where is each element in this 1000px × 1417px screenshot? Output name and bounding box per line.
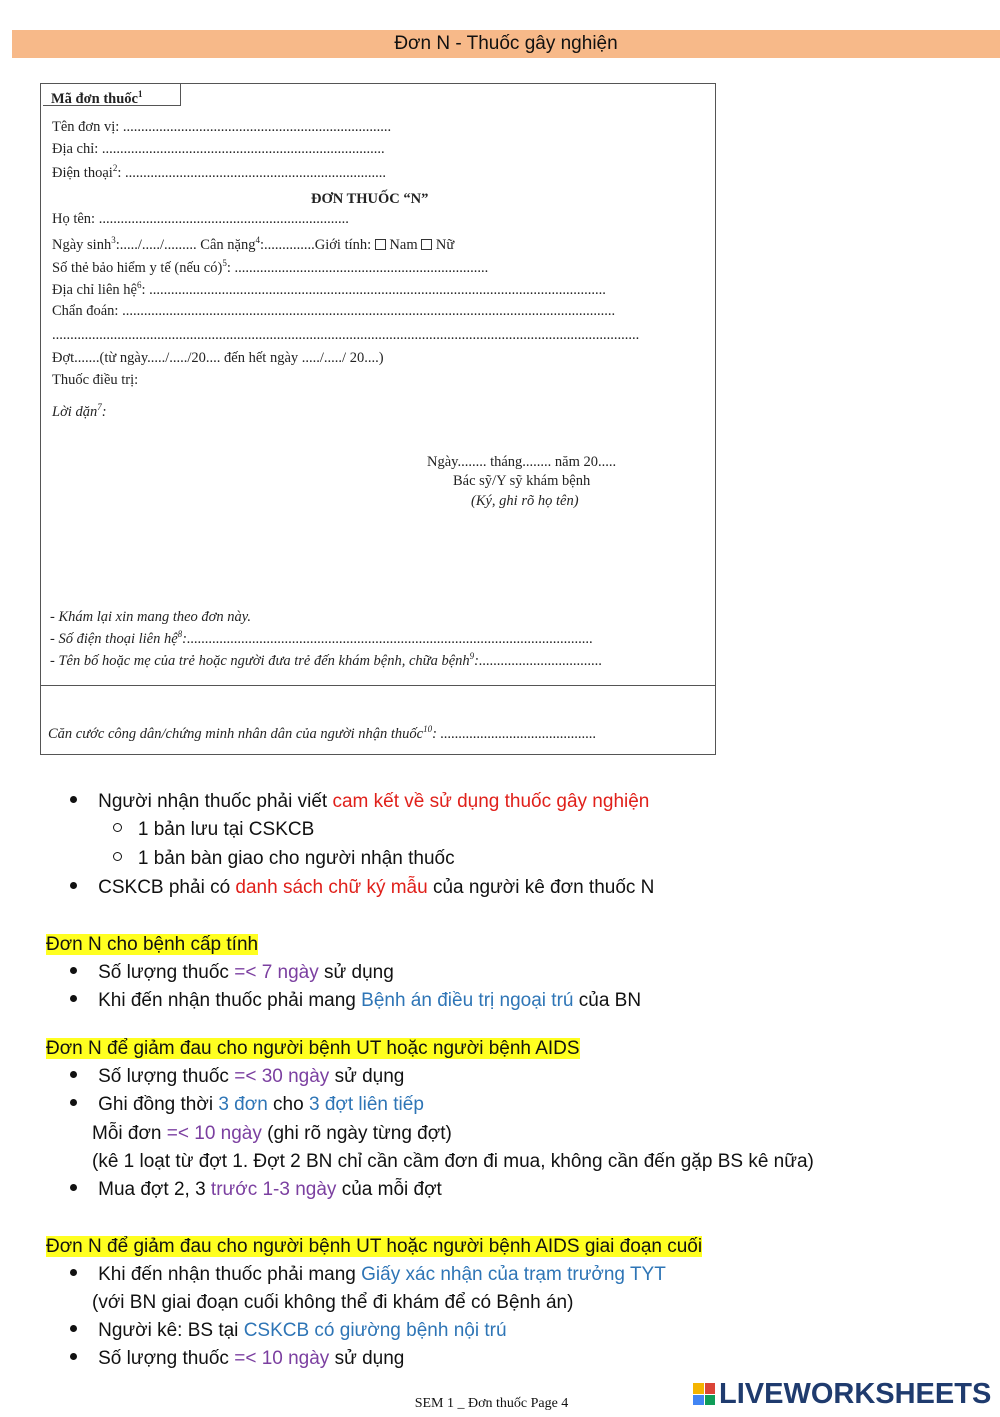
bullet-icon (70, 995, 77, 1002)
section-heading: Đơn N để giảm đau cho người bệnh UT hoặc người bệnh AIDS giai đoạn cuối (46, 1236, 703, 1257)
list-item: 1 bản lưu tại CSKCB (113, 817, 314, 843)
treatment-label: Thuốc điều trị: (52, 372, 139, 388)
list-item: Số lượng thuốc =< 7 ngày sử dụng (70, 960, 394, 986)
period-line: Đợt.......(từ ngày...../...../20.... đến hết ngày ...../...../ 20....) (52, 350, 384, 366)
form-divider (41, 685, 715, 686)
unit-name-line: Tên đơn vị: .......................................................................... (52, 119, 392, 135)
diagnosis-line: Chẩn đoán: ........................................................................................................................................ (52, 303, 616, 319)
sub-bullet-icon (113, 852, 122, 861)
female-checkbox (421, 239, 432, 250)
brand-name: LIVEWORKSHEETS (719, 1377, 992, 1410)
bullet-icon (70, 1325, 77, 1332)
signature-label: (Ký, ghi rõ họ tên) (471, 493, 579, 509)
name-line: Họ tên: ..................................................................... (52, 211, 349, 227)
section-heading: Đơn N để giảm đau cho người bệnh UT hoặc người bệnh AIDS (46, 1038, 580, 1059)
list-item: Mua đợt 2, 3 trước 1-3 ngày của mỗi đợt (70, 1177, 442, 1203)
list-item-continuation: Mỗi đơn =< 10 ngày (ghi rõ ngày từng đợt) (92, 1123, 452, 1144)
insurance-line: Số thẻ bảo hiểm y tế (nếu có)$^5$: ...................................................................... (52, 258, 489, 276)
list-item: Người nhận thuốc phải viết cam kết về sử dụng thuốc gây nghiện (70, 789, 649, 815)
liveworksheets-logo-icon (693, 1383, 715, 1405)
list-item: 1 bản bàn giao cho người nhận thuốc (113, 846, 455, 872)
page-footer: SEM 1 _ Đơn thuốc Page 4 (414, 1396, 569, 1411)
list-item: Người kê: BS tại CSKCB có giường bệnh nội trú (70, 1318, 507, 1344)
bullet-icon (70, 882, 77, 889)
phone-line: Điện thoại$^2$: ........................................................................ (52, 163, 386, 181)
list-item: Khi đến nhận thuốc phải mang Giấy xác nhận của trạm trưởng TYT (70, 1262, 666, 1288)
contact-address-line: Địa chỉ liên hệ$^6$: .............................................................................................................................. (52, 280, 606, 298)
bullet-icon (70, 1184, 77, 1191)
bullet-icon (70, 1269, 77, 1276)
diagnosis-continuation-line: .................................................................................................................................................................. (52, 327, 640, 343)
bullet-icon (70, 1353, 77, 1360)
bullet-icon (70, 796, 77, 803)
bullet-icon (70, 1099, 77, 1106)
advice-label: Lời dặn$^7$: (52, 402, 107, 420)
section-heading: Đơn N cho bệnh cấp tính (46, 934, 259, 955)
list-item-continuation: (với BN giai đoạn cuối không thể đi khám để có Bệnh án) (92, 1292, 574, 1313)
list-item: Khi đến nhận thuốc phải mang Bệnh án điều trị ngoại trú của BN (70, 988, 641, 1014)
prescription-form (40, 83, 716, 755)
address-line: Địa chỉ: .............................................................................. (52, 141, 385, 157)
male-checkbox (375, 239, 386, 250)
sub-bullet-icon (113, 823, 122, 832)
revisit-note: - Khám lại xin mang theo đơn này. (50, 609, 252, 625)
list-item: CSKCB phải có danh sách chữ ký mẫu của người kê đơn thuốc N (70, 875, 654, 901)
id-card-line: Căn cước công dân/chứng minh nhân dân của người nhận thuốc$^{10}$: ........................................... (48, 724, 597, 742)
date-line: Ngày........ tháng........ năm 20..... (427, 454, 617, 470)
dob-weight-gender-line: Ngày $\sinh^3:...../...../$......... Cân nặng$^4$:..............Giới tính: Nam Nữ (52, 235, 455, 253)
list-item: Số lượng thuốc =< 10 ngày sử dụng (70, 1346, 404, 1372)
liveworksheets-logo[interactable] (693, 1378, 991, 1410)
prescription-code-label: Mã đơn thuốc$^1$ (43, 84, 181, 106)
list-item: Ghi đồng thời 3 đơn cho 3 đợt liên tiếp (70, 1092, 424, 1118)
contact-phone-line: - Số điện thoại liên hệ$^8$:................................................................................................................ (50, 629, 593, 647)
bullet-icon (70, 967, 77, 974)
doctor-label: Bác sỹ/Y sỹ khám bệnh (453, 473, 591, 489)
guardian-line: - Tên bố hoặc mẹ của trẻ hoặc người đưa trẻ đến khám bệnh, chữa bệnh$^9$:.................................. (50, 651, 603, 669)
bullet-icon (70, 1071, 77, 1078)
list-item: Số lượng thuốc =< 30 ngày sử dụng (70, 1064, 404, 1090)
list-item-continuation: (kê 1 loạt từ đợt 1. Đợt 2 BN chỉ cần cầm đơn đi mua, không cần đến gặp BS kê nữa) (92, 1151, 814, 1172)
page-title: Đơn N - Thuốc gây nghiện (12, 30, 1000, 58)
form-heading: ĐƠN THUỐC “N” (311, 191, 429, 207)
